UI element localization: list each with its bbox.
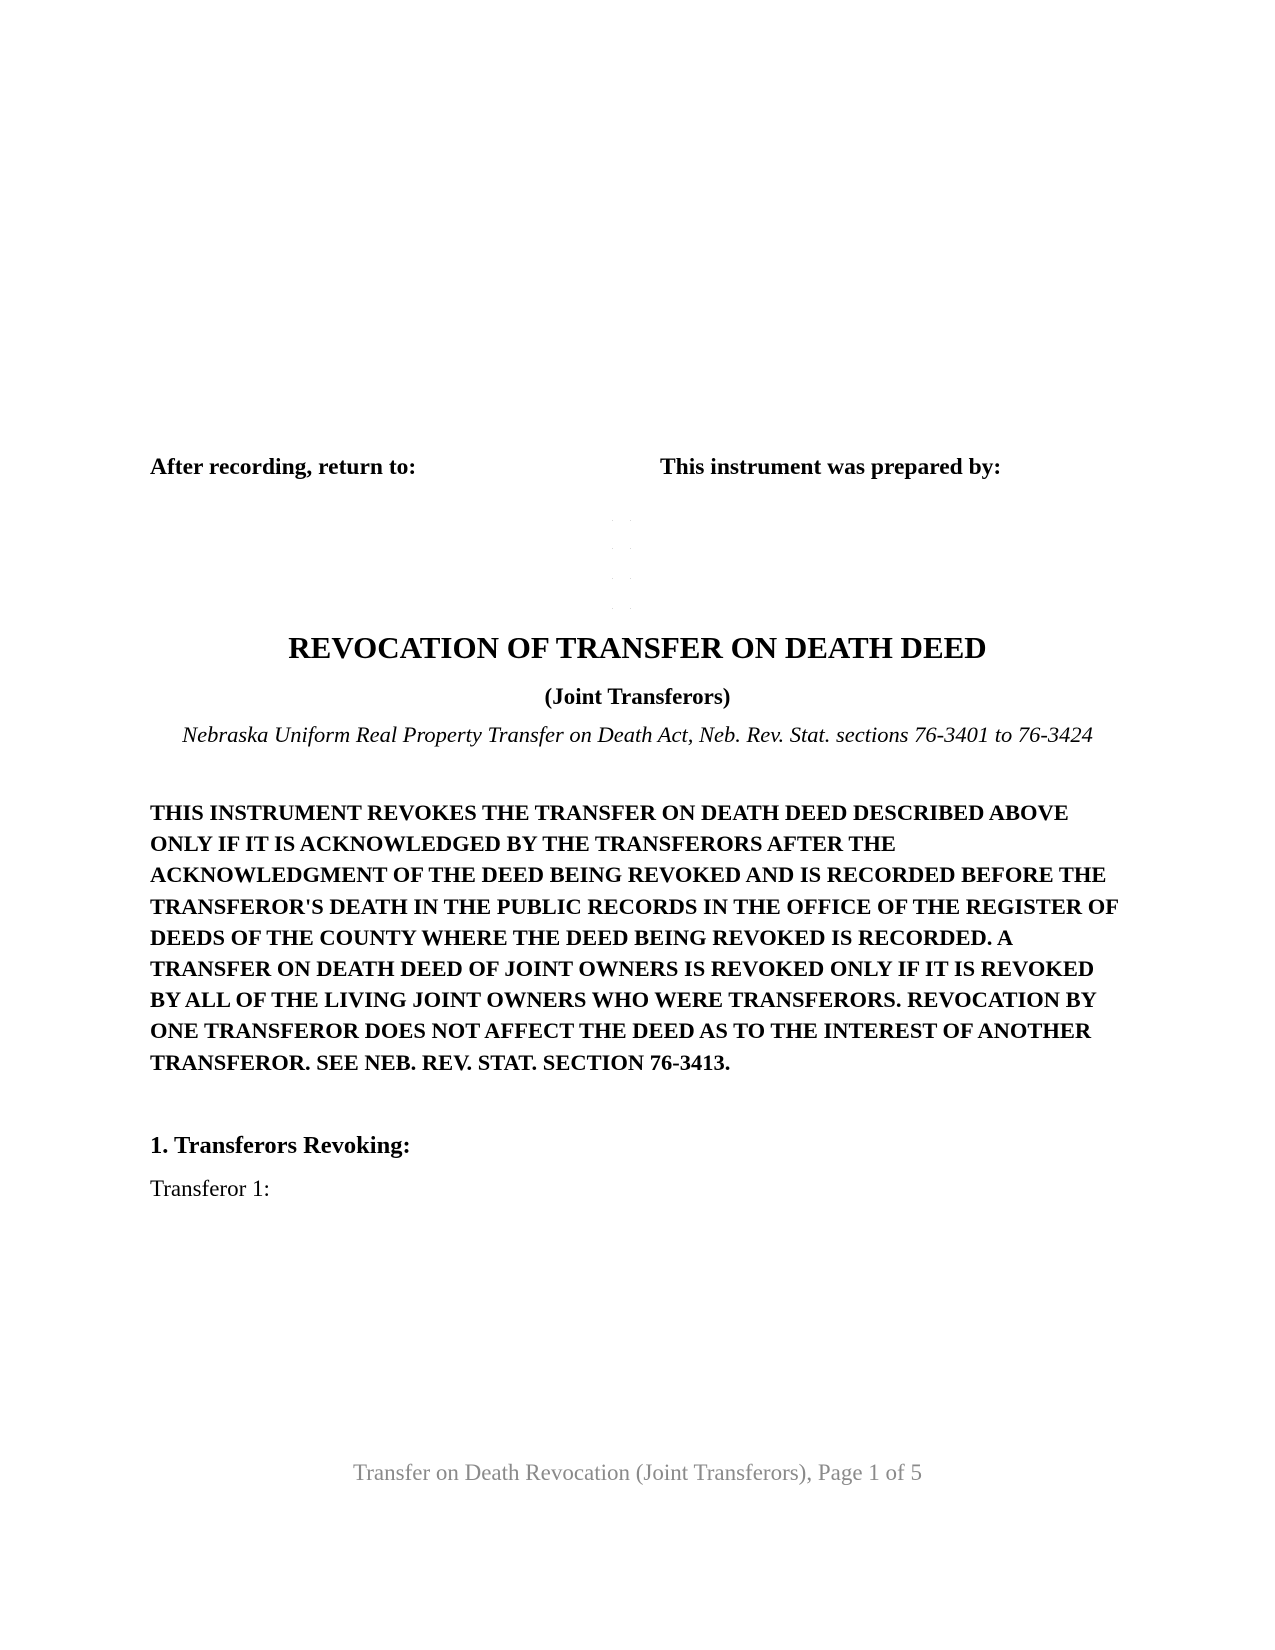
return-to-label: After recording, return to: [150, 454, 417, 480]
transferor-1-label: Transferor 1: [150, 1176, 270, 1201]
recording-header [150, 452, 1130, 484]
page-footer: Transfer on Death Revocation (Joint Transferors), Page 1 of 5 [353, 1460, 922, 1485]
revocation-warning: THIS INSTRUMENT REVOKES THE TRANSFER ON DEATH DEED DESCRIBED ABOVE ONLY IF IT IS ACKNOWLEDGED BY THE TRANSFERORS AFTER THE ACKNOWLEDGMENT OF THE DEED BEING REVOKED AND IS RECORDED BEFORE THE TRANSFEROR'S DEATH IN THE PUBLIC RECORDS IN THE OFFICE OF THE REGISTER OF DEEDS OF THE COUNTY WHERE THE DEED BEING REVOKED IS RECORDED. A TRANSFER ON DEATH DEED OF JOINT OWNERS IS REVOKED ONLY IF IT IS REVOKED BY ALL OF THE LIVING JOINT OWNERS WHO WERE TRANSFERORS. REVOCATION BY ONE TRANSFEROR DOES NOT AFFECT THE DEED AS TO THE INTEREST OF ANOTHER TRANSFEROR. SEE NEB. REV. STAT. SECTION 76-3413. [150, 800, 1119, 1075]
statute-reference: Nebraska Uniform Real Property Transfer on Death Act, Neb. Rev. Stat. sections 76-3401 to 76-3424 [182, 722, 1093, 747]
section-1-heading: 1. Transferors Revoking: [150, 1132, 411, 1159]
faint-divider-marks [612, 520, 662, 620]
document-subtitle: (Joint Transferors) [544, 684, 731, 709]
prepared-by-label: This instrument was prepared by: [660, 454, 1002, 480]
document-title: REVOCATION OF TRANSFER ON DEATH DEED [288, 630, 987, 665]
